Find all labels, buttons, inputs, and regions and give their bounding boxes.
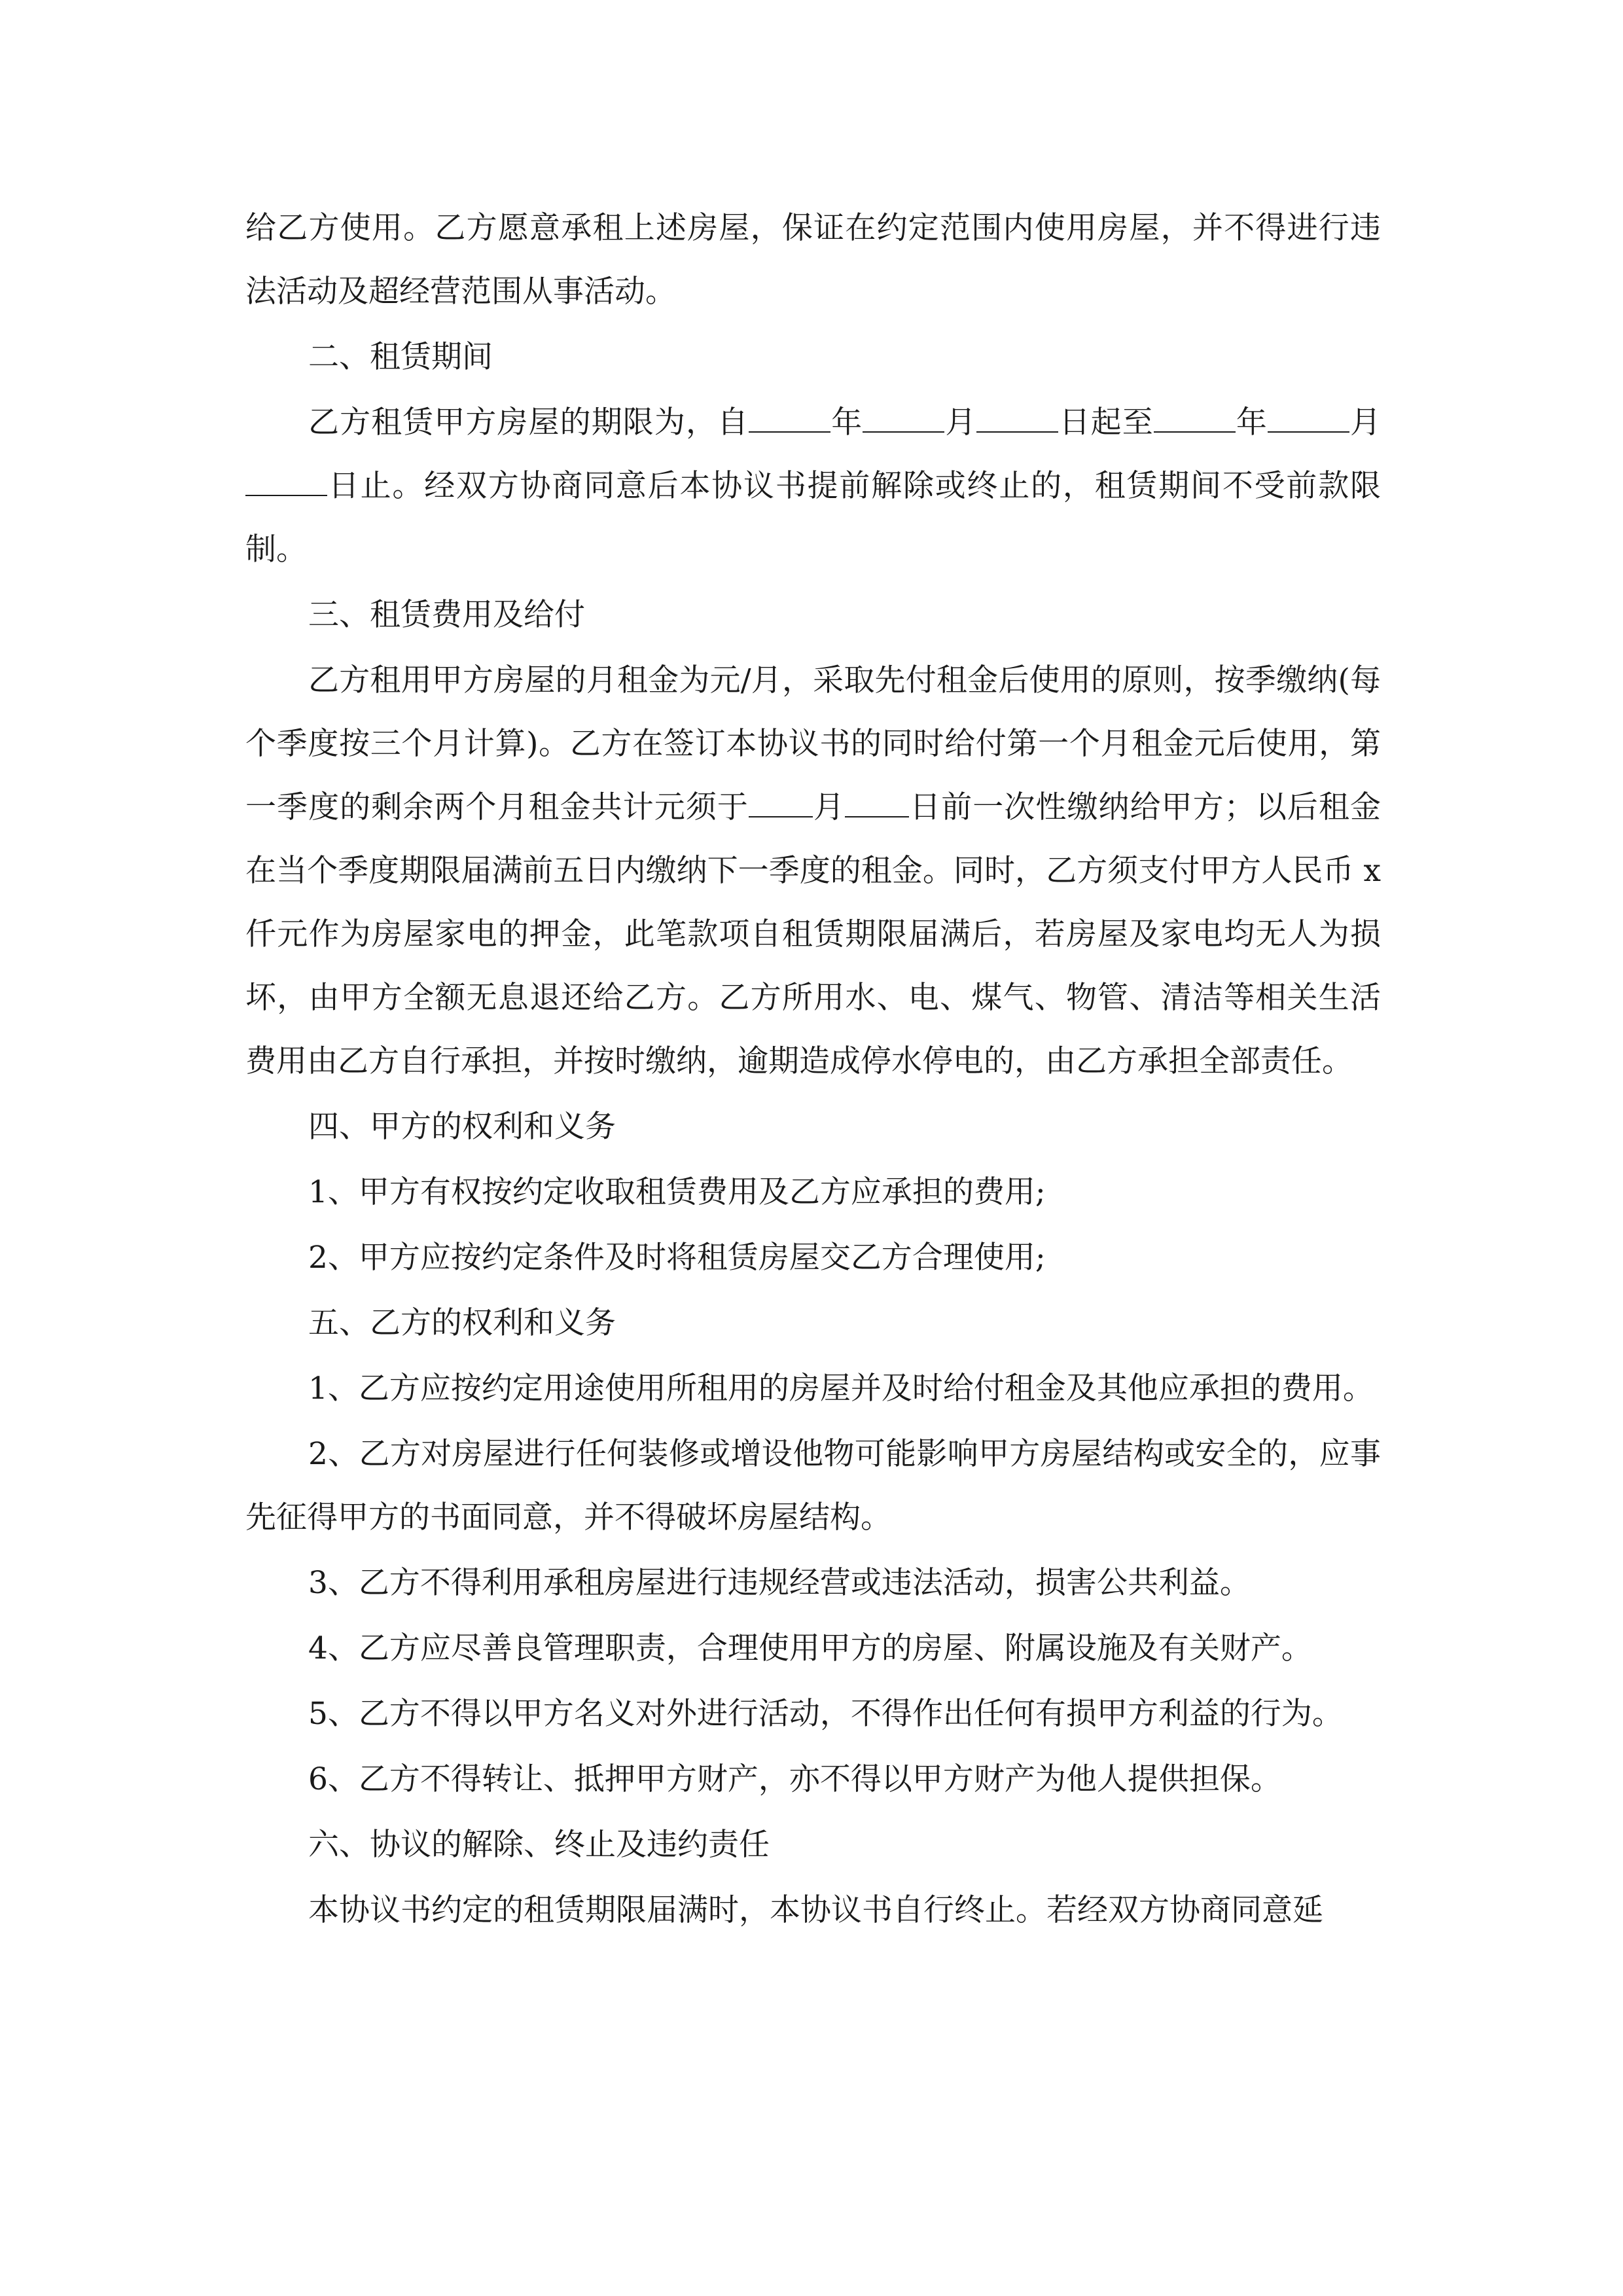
paragraph-termination: 本协议书约定的租赁期限届满时，本协议书自行终止。若经双方协商同意延 bbox=[308, 1892, 1323, 1928]
document-page bbox=[245, 196, 1381, 1944]
party-a-item-2: 2、甲方应按约定条件及时将租赁房屋交乙方合理使用; bbox=[308, 1240, 1046, 1276]
party-b-item-6: 6、乙方不得转让、抵押甲方财产，亦不得以甲方财产为他人提供担保。 bbox=[308, 1761, 1281, 1797]
blank-day-end bbox=[245, 469, 327, 496]
text-segment: 日止。经双方协商同意后本协议书提前解除或终止的，租赁期间不受前款限制。 bbox=[245, 468, 1381, 567]
heading-rent-payment: 三、租赁费用及给付 bbox=[308, 597, 585, 633]
text-segment: 年 bbox=[830, 404, 863, 440]
party-b-item-2: 2、乙方对房屋进行任何装修或增设他物可能影响甲方房屋结构或安全的，应事先征得甲方的书面同意，并不得破坏房屋结构。 bbox=[245, 1436, 1381, 1535]
text-segment: 月 bbox=[812, 789, 846, 825]
blank-year-end bbox=[1154, 405, 1236, 433]
party-b-item-4: 4、乙方应尽善良管理职责，合理使用甲方的房屋、附属设施及有关财产。 bbox=[308, 1630, 1312, 1666]
paragraph-1: 给乙方使用。乙方愿意承租上述房屋，保证在约定范围内使用房屋，并不得进行违法活动及超经营范围从事活动。 bbox=[245, 210, 1381, 310]
party-b-item-5: 5、乙方不得以甲方名义对外进行活动，不得作出任何有损甲方利益的行为。 bbox=[308, 1696, 1343, 1732]
heading-party-a-rights: 四、甲方的权利和义务 bbox=[308, 1109, 616, 1145]
heading-lease-period: 二、租赁期间 bbox=[308, 339, 493, 375]
text-segment: 乙方租用甲方房屋的月租金为元/月，采取先付租金后使用的原则，按季缴纳(每个季度按三个月计算)。乙方在签订本协议书的同时给付第一个月租金元后使用，第一季度的剩余两个月租金共计元须于 bbox=[245, 662, 1381, 825]
blank-day-start bbox=[976, 405, 1058, 433]
blank-month-end bbox=[1268, 405, 1349, 433]
text-segment: 日前一次性缴纳给甲方；以后租金在当个季度期限届满前五日内缴纳下一季度的租金。同时，乙方须支付甲方人民币 x 仟元作为房屋家电的押金，此笔款项自租赁期限届满后，若房屋及家电均无人为损坏，由甲方全额无息退还给乙方。乙方所用水、电、煤气、物管、清洁等相关生活费用由乙方自行承担，并按时缴纳，逾期造成停水停电的，由乙方承担全部责任。 bbox=[245, 789, 1382, 1079]
blank-month-due bbox=[749, 790, 813, 817]
text-segment: 月 bbox=[944, 404, 977, 440]
paragraph-lease-period bbox=[245, 391, 1381, 581]
heading-termination: 六、协议的解除、终止及违约责任 bbox=[308, 1827, 770, 1863]
blank-month-start bbox=[863, 405, 944, 433]
text-segment: 月 bbox=[1349, 404, 1382, 440]
party-b-item-1: 1、乙方应按约定用途使用所租用的房屋并及时给付租金及其他应承担的费用。 bbox=[308, 1371, 1374, 1407]
paragraph-rent-payment bbox=[245, 649, 1381, 1093]
text-segment: 日起至 bbox=[1058, 404, 1154, 440]
blank-day-due bbox=[845, 790, 909, 817]
text-segment: 乙方租赁甲方房屋的期限为，自 bbox=[308, 404, 749, 440]
text-segment: 年 bbox=[1235, 404, 1268, 440]
party-a-item-1: 1、甲方有权按约定收取租赁费用及乙方应承担的费用; bbox=[308, 1174, 1046, 1210]
party-b-item-3: 3、乙方不得利用承租房屋进行违规经营或违法活动，损害公共利益。 bbox=[308, 1565, 1251, 1601]
blank-year-start bbox=[749, 405, 830, 433]
heading-party-b-rights: 五、乙方的权利和义务 bbox=[308, 1305, 616, 1341]
